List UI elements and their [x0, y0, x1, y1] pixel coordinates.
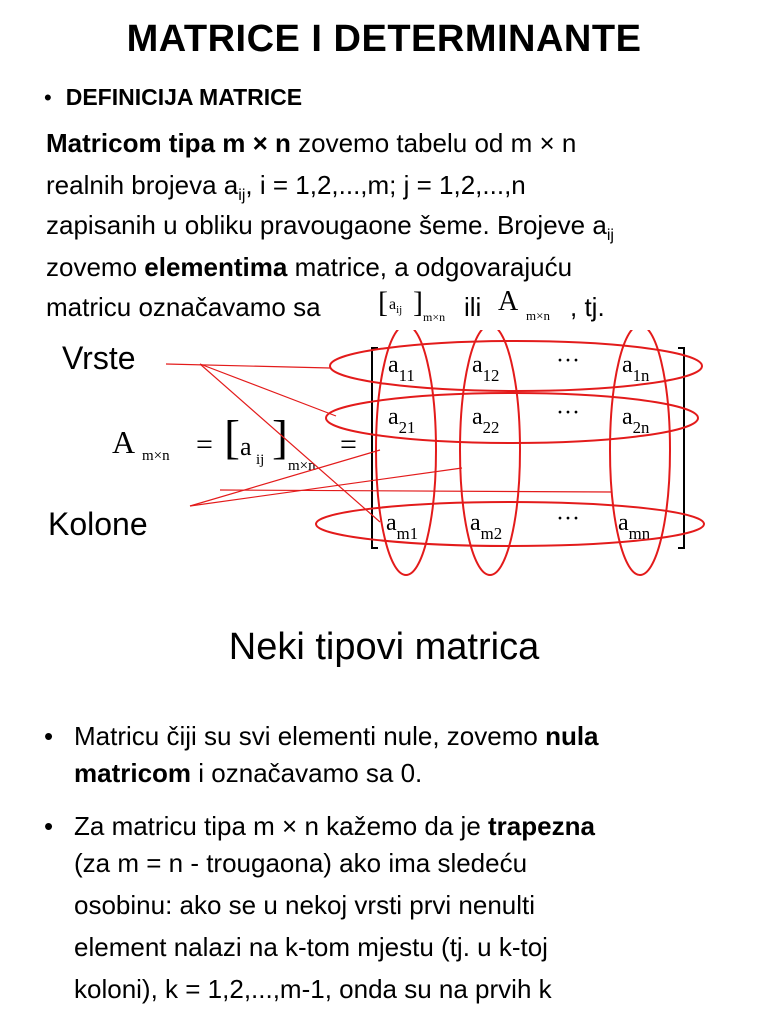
bullet-line: (za m = n - trougaona) ako ima sledeću — [74, 848, 528, 878]
matrix-index: m2 — [480, 524, 503, 544]
formula-ij: ij — [256, 452, 265, 468]
bullet-term: trapezna — [488, 811, 595, 841]
matrix-a: a — [470, 510, 481, 536]
matrix-dots: ··· — [556, 400, 580, 426]
definition-term: Matricom tipa m × n — [46, 128, 291, 158]
columns-pointer-line — [190, 468, 462, 506]
column-ellipse-2 — [460, 330, 520, 575]
matrix-index: 2n — [632, 418, 650, 438]
bullet-term: matricom — [74, 758, 192, 788]
matrix-a: a — [618, 510, 629, 536]
formula-mxn-sub: m×n — [288, 458, 316, 474]
matrix-index: mn — [628, 524, 651, 544]
bullet-text: i označavamo sa 0. — [191, 758, 423, 788]
definition-text: zovemo — [46, 252, 145, 282]
bullet-text: Matricu čiji su svi elementi nule, zovemo — [74, 721, 546, 751]
definition-term: elementima — [144, 252, 288, 282]
notation-mxn: m×n — [423, 310, 446, 324]
formula-bracket-open: [ — [224, 411, 240, 464]
matrix-a: a — [388, 404, 399, 430]
matrix-index: 22 — [482, 418, 500, 438]
notation-a: a — [389, 296, 397, 313]
label-columns: Kolone — [48, 506, 148, 542]
matrix-a: a — [388, 352, 399, 378]
notation-bracket-close: ] — [413, 286, 423, 319]
definition-line-4 — [46, 252, 572, 283]
columns-pointer-line — [220, 490, 612, 492]
bullet: • — [44, 811, 54, 841]
row-ellipses — [316, 341, 704, 546]
formula-equals-2: = — [340, 428, 357, 461]
definition-line-3 — [46, 210, 614, 245]
matrix-diagram — [0, 330, 768, 580]
notation-bracket-open: [ — [378, 286, 388, 319]
subscript: ij — [238, 186, 246, 205]
notation-A: A — [498, 286, 519, 317]
bullet-term: nula — [545, 721, 599, 751]
definition-line-1 — [46, 128, 576, 159]
formula-equals: = — [196, 428, 213, 461]
definition-text: matrice, a odgovarajuću — [287, 252, 573, 282]
rows-pointer-line — [200, 364, 336, 416]
bullet-line: osobinu: ako se u nekoj vrsti prvi nenulti — [74, 890, 536, 920]
definition-text: , i = 1,2,...,m; j = 1,2,...,n — [245, 170, 526, 200]
bullet-line: koloni), k = 1,2,...,m-1, onda su na prvih k — [74, 974, 552, 1004]
matrix-a: a — [472, 404, 483, 430]
matrix-a: a — [472, 352, 483, 378]
label-rows: Vrste — [62, 340, 136, 376]
definition-end: , tj. — [570, 292, 605, 322]
subscript: ij — [606, 226, 614, 245]
matrix-index: 12 — [482, 366, 500, 386]
definition-text: realnih brojeva a — [46, 170, 239, 200]
bullet-item-zero-matrix-cont — [74, 758, 422, 789]
row-ellipse-2 — [326, 393, 698, 443]
matrix-a: a — [622, 352, 633, 378]
bullet-text: Za matricu tipa m × n kažemo da je — [74, 811, 489, 841]
bullet: • — [44, 721, 54, 751]
section-heading-definition — [44, 84, 302, 111]
formula-bracket-close: ] — [272, 411, 288, 464]
section-heading-text: DEFINICIJA MATRICE — [65, 84, 303, 110]
notation-mxn: m×n — [526, 308, 550, 323]
definition-or: ili — [464, 292, 482, 322]
matrix-a: a — [386, 510, 397, 536]
bullet-item-trapezoid — [44, 806, 595, 846]
matrix-dots: ··· — [556, 506, 580, 532]
column-ellipses — [376, 330, 670, 575]
formula-a: a — [240, 432, 252, 461]
matrix-brackets — [372, 348, 684, 548]
definition-line-2 — [46, 170, 526, 205]
bullet-item-zero-matrix — [44, 716, 599, 756]
matrix-index: m1 — [396, 524, 419, 544]
definition-line-5 — [46, 292, 321, 323]
matrix-index: 21 — [398, 418, 416, 438]
matrix-a: a — [622, 404, 633, 430]
formula-mxn: m×n — [142, 448, 170, 464]
matrix-index: 1n — [632, 366, 650, 386]
notation-ij: ij — [396, 304, 403, 317]
matrix-dots: ··· — [556, 348, 580, 374]
notation-element — [389, 296, 402, 316]
formula-A: A — [112, 424, 136, 460]
section-title-matrix-types: Neki tipovi matrica — [228, 626, 540, 668]
bullet: • — [44, 85, 52, 110]
column-ellipse-n — [610, 330, 670, 575]
rows-pointer-line — [200, 364, 380, 522]
definition-text: zovemo tabelu od m × n — [290, 128, 577, 158]
rows-pointer-line — [166, 364, 330, 368]
matrix-index: 11 — [398, 366, 415, 386]
definition-text: zapisanih u obliku pravougaone šeme. Brojeve a — [46, 210, 607, 240]
definition-text: matricu označavamo sa — [46, 292, 321, 322]
column-ellipse-1 — [376, 330, 436, 575]
bullet-line: element nalazi na k-tom mjestu (tj. u k-toj — [74, 932, 548, 962]
page-title: MATRICE I DETERMINANTE — [126, 18, 642, 60]
